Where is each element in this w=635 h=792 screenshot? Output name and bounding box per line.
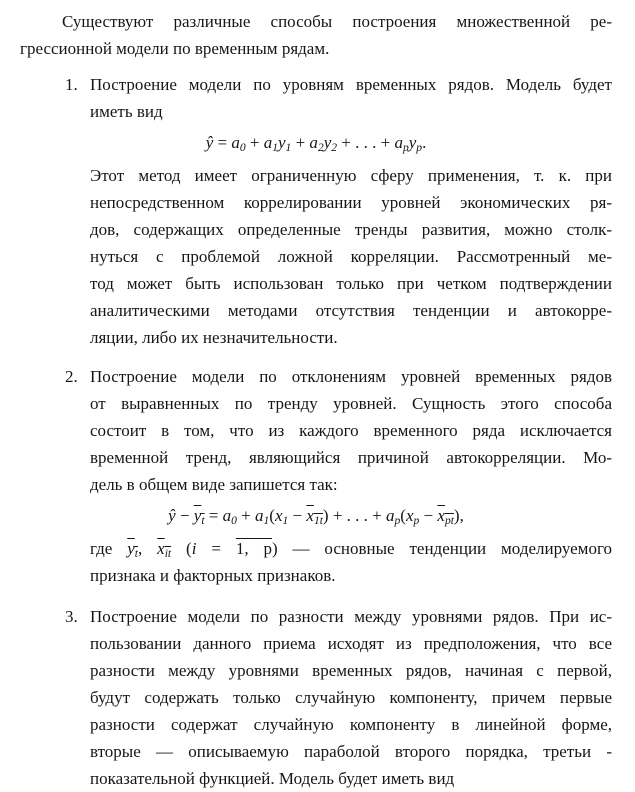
text-line: Существуют различные способы построения множественной ре- (62, 12, 612, 31)
text-line: разности содержат случайную компоненту в линейной форме, (90, 715, 612, 734)
text-line: от выравненных по тренду уровней. Сущность этого способа (90, 394, 612, 413)
text-line: состоит в том, что из каждого временного ряда исключается (90, 421, 612, 440)
text-line: где $y_t$, $x_{it}$ (i = 1, p) — основные тенденции моделируемого (90, 539, 612, 561)
list-item-2-number: 2. (65, 367, 78, 386)
text-line: будут содержать только случайную компоненту, причем первые (90, 688, 612, 707)
item-1-display-formula: ŷ = $a_0 + a_1y_1 + a_2y_2$ + . . . + $a_py_p$. (205, 133, 427, 155)
text-line: временной тренд, являющийся причиной автокорреляции. Мо- (90, 448, 612, 467)
intro-paragraph (20, 8, 612, 62)
item-3-head-paragraph (90, 603, 612, 792)
item-2-where-clause-paragraph (90, 535, 612, 589)
list-item-3 (65, 603, 612, 792)
text-line: Построение модели по уровням временных рядов. Модель будет (90, 75, 612, 94)
text-line: иметь вид (90, 102, 163, 121)
list-item-2 (65, 363, 612, 589)
text-line: ляции, либо их незначительности. (90, 328, 338, 347)
text-line: пользовании данного приема исходят из предположения, что все (90, 634, 612, 653)
text-line: тод может быть использован только при четком подтверждении (90, 274, 612, 293)
text-line: грессионной модели по временным рядам. (20, 39, 330, 58)
numbered-list (20, 71, 612, 792)
text-line: дов, содержащих определенные тренды развития, можно столк- (90, 220, 612, 239)
text-line: дель в общем виде запишется так: (90, 475, 338, 494)
text-line: показательной функцией. Модель будет иметь вид (90, 769, 455, 788)
text-line: Построение модели по отклонениям уровней временных рядов (90, 367, 612, 386)
text-line: разности между уровнями временных рядов, начиная с первой, (90, 661, 612, 680)
text-line: Этот метод имеет ограниченную сферу применения, т. к. при (90, 166, 612, 185)
item-2-head-paragraph (90, 363, 612, 498)
text-line: признака и факторных признаков. (90, 566, 336, 585)
text-line: аналитическими методами отсутствия тенденции и автокорре- (90, 301, 612, 320)
list-item-1 (65, 71, 612, 351)
item-1-head-paragraph (90, 71, 612, 125)
text-line: нуться с проблемой ложной корреляции. Рассмотренный ме- (90, 247, 612, 266)
item-1-body-paragraph (90, 162, 612, 351)
list-item-3-number: 3. (65, 607, 78, 626)
text-line: Построение модели по разности между уровнями рядов. При ис- (90, 607, 612, 626)
item-2-display-formula: ŷ − $y_t = a_0 + a_1(x_1 - x_{1t})$ + . . . + $a_p(x_p - x_{pt})$, (168, 506, 464, 528)
text-line: вторые — описываемую параболой второго порядка, третьи - (90, 742, 612, 761)
list-item-1-number: 1. (65, 75, 78, 94)
text-line: непосредственном коррелировании уровней экономических ря- (90, 193, 612, 212)
